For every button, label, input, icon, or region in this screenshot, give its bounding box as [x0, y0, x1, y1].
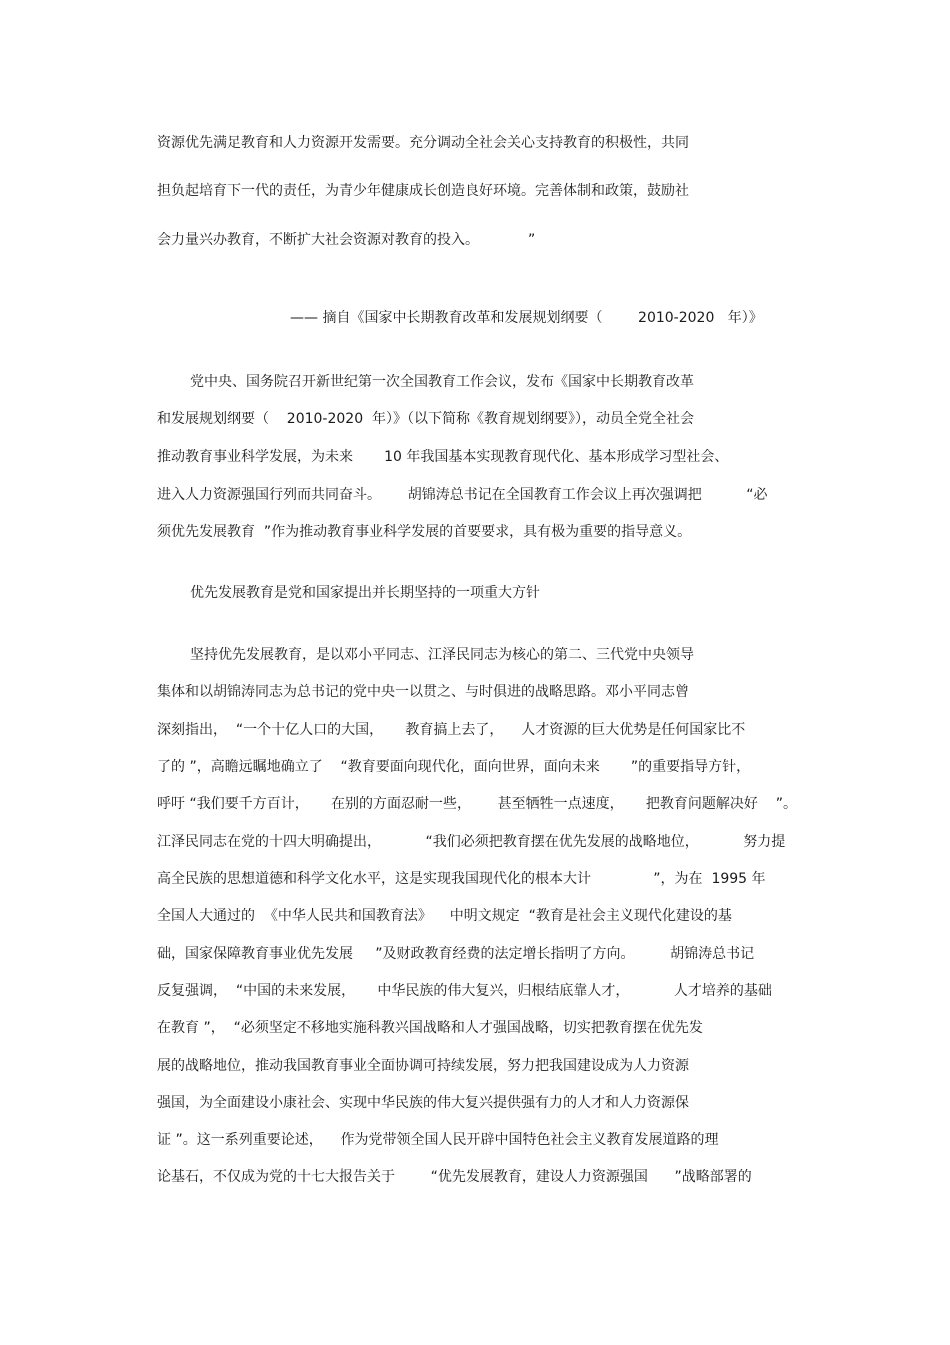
paragraph-line: 高全民族的思想道德和科学文化水平，这是实现我国现代化的根本大计 ”，为在 1995 年	[157, 871, 766, 887]
paragraph-line: 坚持优先发展教育，是以邓小平同志、江泽民同志为核心的第二、三代党中央领导	[190, 647, 694, 663]
paragraph-line: 证 ”。这一系列重要论述， 作为党带领全国人民开辟中国特色社会主义教育发展道路的理	[157, 1132, 719, 1148]
paragraph-line: 在教育 ”， “必须坚定不移地实施科教兴国战略和人才强国战略，切实把教育摆在优先发	[157, 1020, 703, 1036]
quote-line: 会力量兴办教育，不断扩大社会资源对教育的投入。 ”	[157, 232, 536, 248]
paragraph-line: 全国人大通过的 《中华人民共和国教育法》 中明文规定 “教育是社会主义现代化建设的基	[157, 908, 732, 924]
quote-line: 资源优先满足教育和人力资源开发需要。充分调动全社会关心支持教育的积极性，共同	[157, 135, 689, 151]
paragraph-line: 展的战略地位，推动我国教育事业全面协调可持续发展，努力把我国建设成为人力资源	[157, 1058, 689, 1074]
section-heading: 优先发展教育是党和国家提出并长期坚持的一项重大方针	[190, 585, 540, 601]
quote-line: 担负起培育下一代的责任，为青少年健康成长创造良好环境。完善体制和政策，鼓励社	[157, 183, 689, 199]
paragraph-line: 反复强调， “中国的未来发展， 中华民族的伟大复兴，归根结底靠人才， 人才培养的基础	[157, 983, 772, 999]
quote-source: —— 摘自《国家中长期教育改革和发展规划纲要（ 2010-2020 年）》	[290, 310, 763, 326]
paragraph-line: 呼吁 “我们要千方百计， 在别的方面忍耐一些， 甚至牺牲一点速度， 把教育问题解决好 ”。	[157, 796, 797, 812]
paragraph-line: 推动教育事业科学发展，为未来 10 年我国基本实现教育现代化、基本形成学习型社会、	[157, 449, 729, 465]
paragraph-line: 了的 ”，高瞻远瞩地确立了 “教育要面向现代化，面向世界，面向未来 ”的重要指导方针，	[157, 759, 751, 775]
paragraph-line: 集体和以胡锦涛同志为总书记的党中央一以贯之、与时俱进的战略思路。邓小平同志曾	[157, 684, 689, 700]
paragraph-line: 础，国家保障教育事业优先发展 ”及财政教育经费的法定增长指明了方向。 胡锦涛总书记	[157, 946, 755, 962]
paragraph-line: 须优先发展教育 ”作为推动教育事业科学发展的首要要求，具有极为重要的指导意义。	[157, 524, 692, 540]
paragraph-line: 强国，为全面建设小康社会、实现中华民族的伟大复兴提供强有力的人才和人力资源保	[157, 1095, 689, 1111]
paragraph-line: 和发展规划纲要（ 2010-2020 年）》（以下简称《教育规划纲要》），动员全党全社会	[157, 411, 695, 427]
paragraph-line: 党中央、国务院召开新世纪第一次全国教育工作会议，发布《国家中长期教育改革	[190, 374, 694, 390]
paragraph-line: 江泽民同志在党的十四大明确提出， “我们必须把教育摆在优先发展的战略地位， 努力提	[157, 834, 786, 850]
paragraph-line: 深刻指出， “一个十亿人口的大国， 教育搞上去了， 人才资源的巨大优势是任何国家比不	[157, 722, 746, 738]
paragraph-line: 进入人力资源强国行列而共同奋斗。 胡锦涛总书记在全国教育工作会议上再次强调把 “必	[157, 487, 768, 503]
paragraph-line: 论基石，不仅成为党的十七大报告关于 “优先发展教育，建设人力资源强国 ”战略部署的	[157, 1169, 752, 1185]
